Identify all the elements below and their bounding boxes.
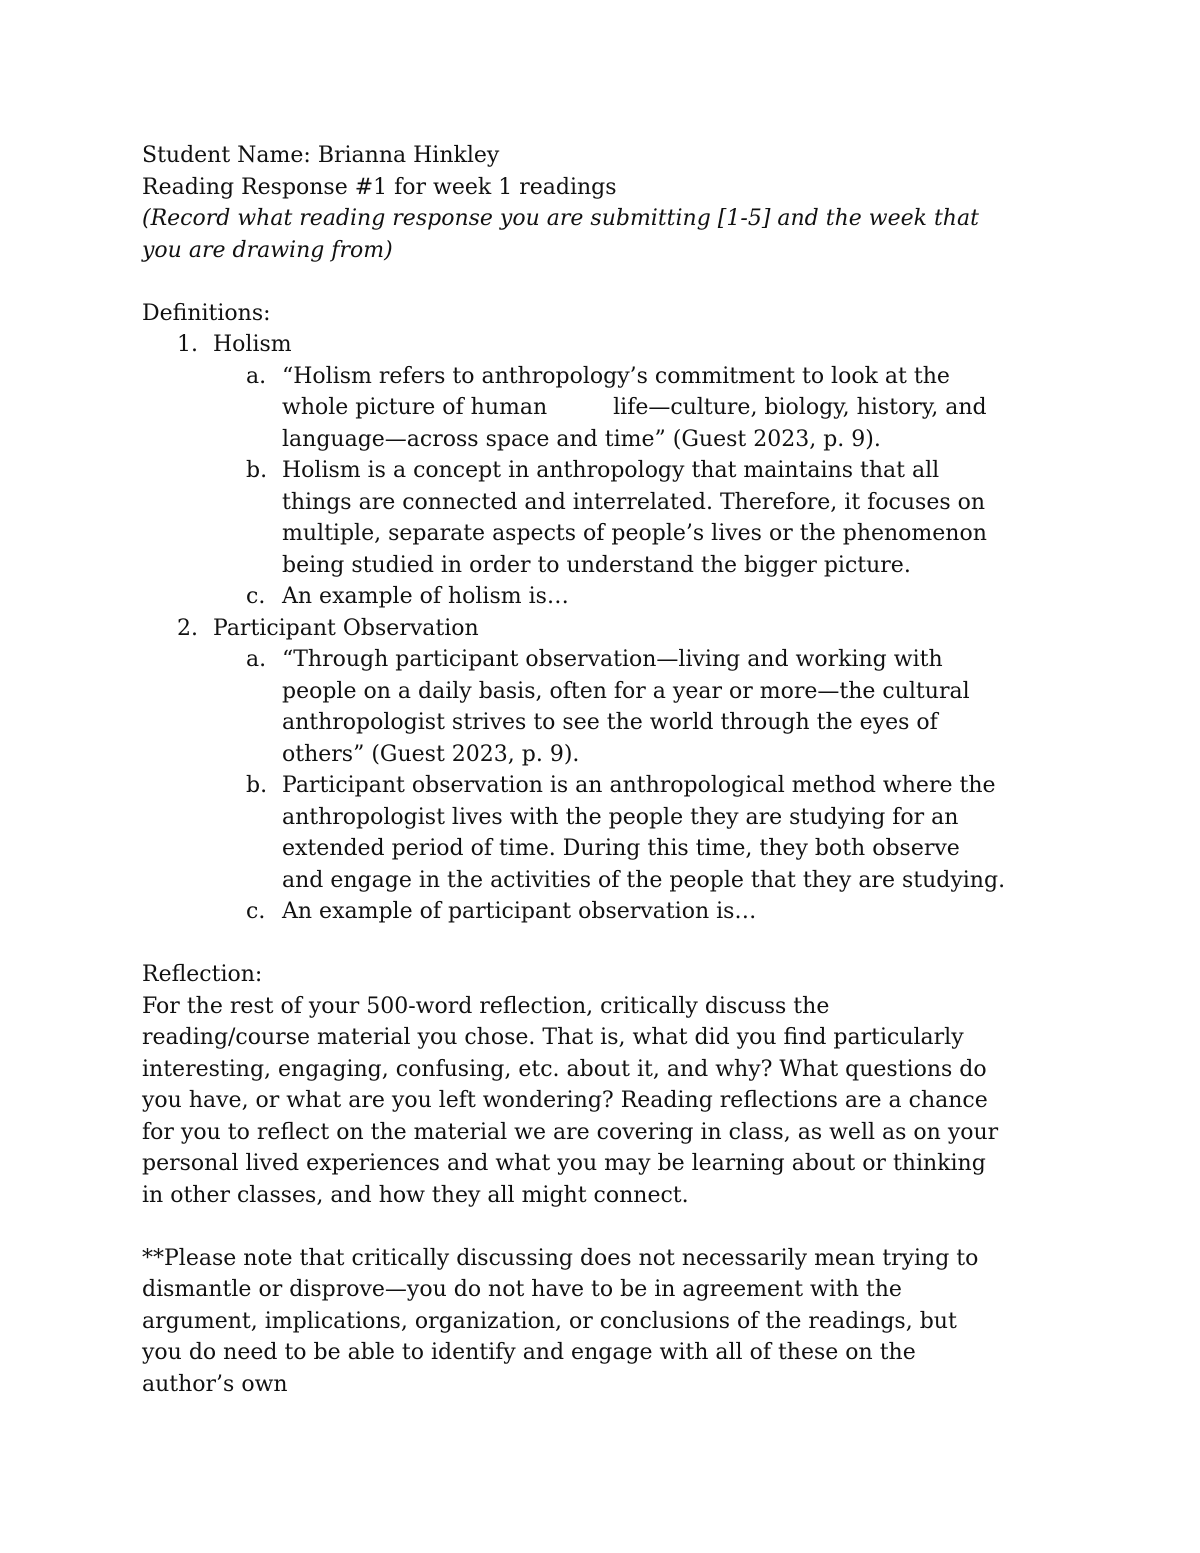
sublist-marker: a. xyxy=(246,363,267,389)
definition-term: Holism xyxy=(213,332,292,357)
definition-subitem xyxy=(246,896,1072,928)
text-line xyxy=(282,392,1072,424)
definition-subitem xyxy=(246,644,1072,770)
response-title-line: Reading Response #1 for week 1 readings xyxy=(142,174,617,200)
text-fragment: life—culture, biology, history, and xyxy=(613,395,987,420)
definition-sublist xyxy=(142,361,1072,613)
subitem-text xyxy=(282,770,1072,896)
text-line: extended period of time. During this time, they both observe xyxy=(282,836,960,861)
text-line: dismantle or disprove—you do not have to be in agreement with the xyxy=(142,1277,902,1302)
text-line: you have, or what are you left wondering? Reading reflections are a chance xyxy=(142,1088,988,1113)
text-line: Participant observation is an anthropological method where the xyxy=(282,773,996,798)
text-line: and engage in the activities of the people that they are studying. xyxy=(282,867,1006,893)
text-line: argument, implications, organization, or conclusions of the readings, but xyxy=(142,1308,957,1334)
instruction-line: you are drawing from) xyxy=(142,237,393,263)
text-line: An example of participant observation is… xyxy=(282,899,757,924)
subitem-text xyxy=(282,581,1072,613)
text-line: being studied in order to understand the bigger picture. xyxy=(282,552,911,578)
definition-item xyxy=(142,613,1072,645)
text-line: Holism is a concept in anthropology that maintains that all xyxy=(282,458,940,483)
text-line: personal lived experiences and what you may be learning about or thinking xyxy=(142,1151,986,1176)
spacer xyxy=(142,266,1072,298)
instruction-line: (Record what reading response you are submitting [1-5] and the week that xyxy=(142,206,979,231)
sublist-marker: c. xyxy=(246,899,266,924)
text-line: in other classes, and how they all might connect. xyxy=(142,1182,689,1208)
subitem-text xyxy=(282,455,1072,581)
text-line: people on a daily basis, often for a year or more—the cultural xyxy=(282,678,970,704)
note-paragraph xyxy=(142,1243,1072,1401)
definition-subitem xyxy=(246,770,1072,896)
sublist-marker: b. xyxy=(246,773,268,798)
definition-subitem xyxy=(246,361,1072,456)
subitem-text xyxy=(282,644,1072,770)
sublist-marker: a. xyxy=(246,647,267,672)
text-line: things are connected and interrelated. Therefore, it focuses on xyxy=(282,489,986,515)
text-fragment: whole picture of human xyxy=(282,395,548,420)
text-line: language—across space and time” (Guest 2023, p. 9). xyxy=(282,426,881,452)
sublist-marker: c. xyxy=(246,584,266,609)
text-line: An example of holism is… xyxy=(282,584,569,609)
spacer xyxy=(142,1211,1072,1243)
definition-sublist xyxy=(142,644,1072,928)
definition-term: Participant Observation xyxy=(213,615,479,641)
text-line: **Please note that critically discussing does not necessarily mean trying to xyxy=(142,1245,979,1271)
list-marker: 2. xyxy=(177,615,198,641)
reflection-paragraph xyxy=(142,991,1072,1212)
text-line: you do need to be able to identify and engage with all of these on the xyxy=(142,1340,916,1365)
text-line: for you to reflect on the material we are covering in class, as well as on your xyxy=(142,1119,999,1145)
text-line: “Holism refers to anthropology’s commitment to look at the xyxy=(282,363,950,389)
text-line: reading/course material you chose. That is, what did you find particularly xyxy=(142,1025,964,1050)
subitem-text xyxy=(282,361,1072,456)
text-line: anthropologist lives with the people they are studying for an xyxy=(282,804,959,830)
text-line: anthropologist strives to see the world through the eyes of xyxy=(282,710,938,735)
text-line: interesting, engaging, confusing, etc. about it, and why? What questions do xyxy=(142,1056,987,1082)
definition-item xyxy=(142,329,1072,361)
sublist-marker: b. xyxy=(246,458,268,483)
text-line: author’s own xyxy=(142,1371,288,1397)
definition-subitem xyxy=(246,455,1072,581)
text-line: multiple, separate aspects of people’s lives or the phenomenon xyxy=(282,521,987,546)
reflection-heading: Reflection: xyxy=(142,962,263,987)
text-line: “Through participant observation—living and working with xyxy=(282,647,943,672)
text-line: For the rest of your 500-word reflection, critically discuss the xyxy=(142,993,830,1019)
document-body xyxy=(142,140,1072,1400)
definitions-heading: Definitions: xyxy=(142,300,271,326)
student-name-line: Student Name: Brianna Hinkley xyxy=(142,143,500,168)
list-marker: 1. xyxy=(177,332,198,357)
subitem-text xyxy=(282,896,1072,928)
definition-subitem xyxy=(246,581,1072,613)
spacer xyxy=(142,928,1072,960)
text-line: others” (Guest 2023, p. 9). xyxy=(282,741,580,767)
